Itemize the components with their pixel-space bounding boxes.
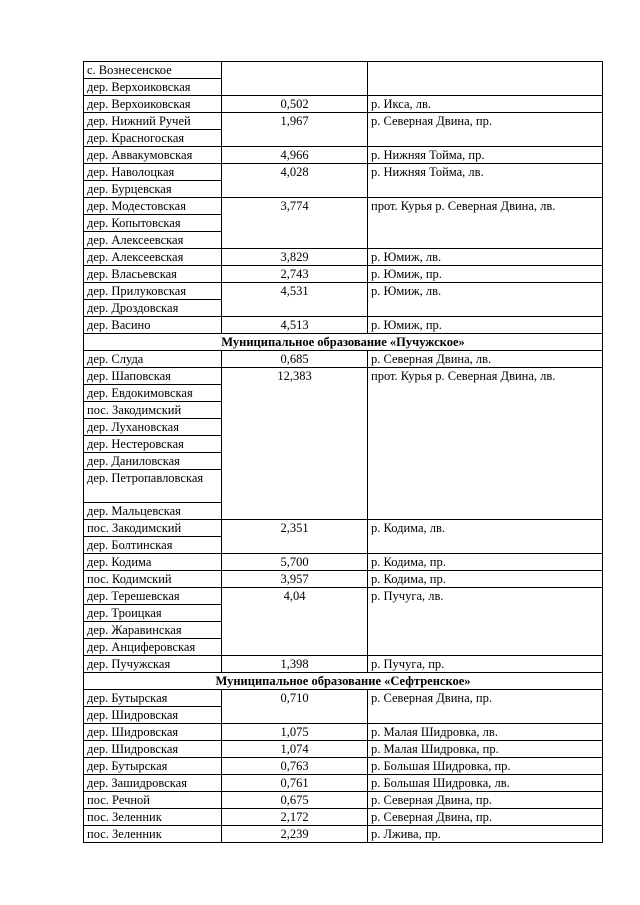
settlement-cell bbox=[84, 826, 222, 843]
table-row bbox=[84, 62, 603, 96]
settlement-name: дер. Кодима bbox=[87, 555, 152, 569]
length-cell: 0,761 bbox=[222, 775, 368, 792]
table-body bbox=[84, 62, 603, 843]
length-cell: 4,531 bbox=[222, 283, 368, 317]
settlement-name: дер. Бутырская bbox=[87, 759, 168, 773]
water-body-cell: р. Кодима, пр. bbox=[368, 571, 603, 588]
table-row bbox=[84, 266, 603, 283]
water-body-cell: прот. Курья р. Северная Двина, лв. bbox=[368, 368, 603, 520]
table-row bbox=[84, 571, 603, 588]
length-cell: 0,675 bbox=[222, 792, 368, 809]
water-body-cell: р. Нижняя Тойма, лв. bbox=[368, 164, 603, 198]
table-row bbox=[84, 317, 603, 334]
table-row bbox=[84, 147, 603, 164]
section-header-row bbox=[84, 334, 603, 351]
settlement-cell bbox=[84, 775, 222, 792]
settlement-cell bbox=[84, 317, 222, 334]
settlement-name: дер. Алексеевская bbox=[87, 233, 184, 247]
table-row bbox=[84, 96, 603, 113]
table-row bbox=[84, 656, 603, 673]
table-row bbox=[84, 368, 603, 520]
settlement-name: дер. Петропавловская bbox=[84, 470, 221, 503]
settlement-cell bbox=[84, 266, 222, 283]
length-cell: 1,075 bbox=[222, 724, 368, 741]
length-cell: 1,398 bbox=[222, 656, 368, 673]
length-cell: 0,763 bbox=[222, 758, 368, 775]
settlement-cell bbox=[84, 96, 222, 113]
settlement-cell bbox=[84, 690, 222, 724]
section-header-row bbox=[84, 673, 603, 690]
section-title: Муниципальное образование «Пучужское» bbox=[84, 334, 603, 351]
water-body-cell: р. Юмиж, пр. bbox=[368, 266, 603, 283]
settlement-cell bbox=[84, 249, 222, 266]
settlement-name: дер. Васино bbox=[87, 318, 151, 332]
water-body-cell: р. Кодима, пр. bbox=[368, 554, 603, 571]
settlement-name: дер. Верхоиковская bbox=[87, 97, 191, 111]
length-cell: 1,074 bbox=[222, 741, 368, 758]
settlement-cell bbox=[84, 520, 222, 554]
length-cell: 3,774 bbox=[222, 198, 368, 249]
water-body-cell bbox=[368, 62, 603, 96]
settlement-name: пос. Речной bbox=[87, 793, 150, 807]
water-body-cell: р. Пучуга, лв. bbox=[368, 588, 603, 656]
settlement-cell bbox=[84, 368, 222, 520]
settlement-name: дер. Жаравинская bbox=[84, 622, 221, 639]
settlement-cell bbox=[84, 758, 222, 775]
settlement-name: дер. Модестовская bbox=[84, 198, 221, 215]
settlement-name: с. Вознесенское bbox=[84, 62, 221, 79]
water-body-cell: р. Лжива, пр. bbox=[368, 826, 603, 843]
settlement-cell bbox=[84, 792, 222, 809]
length-cell: 4,966 bbox=[222, 147, 368, 164]
settlement-name: пос. Кодимский bbox=[87, 572, 172, 586]
table-row bbox=[84, 775, 603, 792]
settlement-name: дер. Аввакумовская bbox=[87, 148, 193, 162]
water-body-cell: р. Икса, лв. bbox=[368, 96, 603, 113]
length-cell bbox=[222, 62, 368, 96]
table-row bbox=[84, 554, 603, 571]
settlement-name: дер. Шидровская bbox=[87, 725, 179, 739]
length-cell: 2,239 bbox=[222, 826, 368, 843]
settlement-name: дер. Евдокимовская bbox=[84, 385, 221, 402]
document-table bbox=[83, 61, 603, 843]
length-cell: 4,513 bbox=[222, 317, 368, 334]
water-body-cell: р. Пучуга, пр. bbox=[368, 656, 603, 673]
settlement-name: пос. Зеленник bbox=[87, 827, 162, 841]
settlement-name: дер. Наволоцкая bbox=[84, 164, 221, 181]
settlement-name: дер. Власьевская bbox=[87, 267, 177, 281]
settlement-name: дер. Даниловская bbox=[84, 453, 221, 470]
settlement-name: дер. Терешевская bbox=[84, 588, 221, 605]
section-title: Муниципальное образование «Сефтренское» bbox=[84, 673, 603, 690]
table-row bbox=[84, 741, 603, 758]
settlement-name: дер. Нижний Ручей bbox=[84, 113, 221, 130]
table-row bbox=[84, 520, 603, 554]
table-row bbox=[84, 809, 603, 826]
settlement-name: дер. Верхоиковская bbox=[87, 80, 191, 94]
settlement-name: дер. Нестеровская bbox=[84, 436, 221, 453]
settlement-name: дер. Прилуковская bbox=[84, 283, 221, 300]
settlement-cell bbox=[84, 741, 222, 758]
water-body-cell: р. Северная Двина, пр. bbox=[368, 690, 603, 724]
water-body-cell: р. Юмиж, лв. bbox=[368, 283, 603, 317]
settlement-name: дер. Лухановская bbox=[84, 419, 221, 436]
length-cell: 1,967 bbox=[222, 113, 368, 147]
settlement-name: дер. Алексеевская bbox=[87, 250, 184, 264]
settlement-name: пос. Зеленник bbox=[87, 810, 162, 824]
settlement-name: дер. Бурцевская bbox=[87, 182, 172, 196]
settlement-name: дер. Троицкая bbox=[84, 605, 221, 622]
table-row bbox=[84, 198, 603, 249]
settlement-name: дер. Пучужская bbox=[87, 657, 171, 671]
settlement-cell bbox=[84, 113, 222, 147]
length-cell: 12,383 bbox=[222, 368, 368, 520]
length-cell: 2,172 bbox=[222, 809, 368, 826]
settlement-cell bbox=[84, 147, 222, 164]
length-cell: 2,351 bbox=[222, 520, 368, 554]
table-row bbox=[84, 113, 603, 147]
length-cell: 0,502 bbox=[222, 96, 368, 113]
settlement-cell bbox=[84, 656, 222, 673]
water-body-cell: р. Нижняя Тойма, пр. bbox=[368, 147, 603, 164]
settlement-cell bbox=[84, 571, 222, 588]
settlement-name: пос. Закодимский bbox=[84, 520, 221, 537]
settlement-name: дер. Шаповская bbox=[84, 368, 221, 385]
table-row bbox=[84, 758, 603, 775]
settlement-cell bbox=[84, 554, 222, 571]
length-cell: 4,04 bbox=[222, 588, 368, 656]
settlement-cell bbox=[84, 351, 222, 368]
water-body-cell: р. Большая Шидровка, лв. bbox=[368, 775, 603, 792]
settlement-cell bbox=[84, 62, 222, 96]
settlement-name: дер. Шидровская bbox=[87, 708, 179, 722]
table-row bbox=[84, 351, 603, 368]
settlement-name: дер. Копытовская bbox=[84, 215, 221, 232]
table-row bbox=[84, 792, 603, 809]
settlement-cell bbox=[84, 164, 222, 198]
table-row bbox=[84, 588, 603, 656]
settlement-cell bbox=[84, 283, 222, 317]
settlement-name: пос. Закодимский bbox=[84, 402, 221, 419]
length-cell: 0,685 bbox=[222, 351, 368, 368]
length-cell: 3,957 bbox=[222, 571, 368, 588]
settlement-cell bbox=[84, 809, 222, 826]
settlement-name: дер. Слуда bbox=[87, 352, 144, 366]
water-body-cell: р. Малая Шидровка, лв. bbox=[368, 724, 603, 741]
settlement-name: дер. Мальцевская bbox=[87, 504, 181, 518]
settlement-name: дер. Красногоская bbox=[87, 131, 185, 145]
settlement-name: дер. Бутырская bbox=[84, 690, 221, 707]
water-body-cell: р. Северная Двина, пр. bbox=[368, 809, 603, 826]
settlement-name: дер. Дроздовская bbox=[87, 301, 179, 315]
table-row bbox=[84, 826, 603, 843]
length-cell: 2,743 bbox=[222, 266, 368, 283]
length-cell: 3,829 bbox=[222, 249, 368, 266]
settlement-cell bbox=[84, 724, 222, 741]
settlement-cell bbox=[84, 588, 222, 656]
settlement-name: дер. Болтинская bbox=[87, 538, 173, 552]
settlement-name: дер. Зашидровская bbox=[87, 776, 187, 790]
water-body-cell: р. Большая Шидровка, пр. bbox=[368, 758, 603, 775]
length-cell: 4,028 bbox=[222, 164, 368, 198]
settlement-cell bbox=[84, 198, 222, 249]
water-body-cell: р. Кодима, лв. bbox=[368, 520, 603, 554]
length-cell: 5,700 bbox=[222, 554, 368, 571]
water-body-cell: р. Малая Шидровка, пр. bbox=[368, 741, 603, 758]
settlement-name: дер. Шидровская bbox=[87, 742, 179, 756]
settlement-name: дер. Анциферовская bbox=[87, 640, 196, 654]
table-row bbox=[84, 690, 603, 724]
table-row bbox=[84, 724, 603, 741]
water-body-cell: р. Юмиж, пр. bbox=[368, 317, 603, 334]
water-body-cell: прот. Курья р. Северная Двина, лв. bbox=[368, 198, 603, 249]
water-body-cell: р. Северная Двина, лв. bbox=[368, 351, 603, 368]
table-row bbox=[84, 164, 603, 198]
length-cell: 0,710 bbox=[222, 690, 368, 724]
table-row bbox=[84, 249, 603, 266]
water-body-cell: р. Северная Двина, пр. bbox=[368, 113, 603, 147]
water-body-cell: р. Северная Двина, пр. bbox=[368, 792, 603, 809]
water-body-cell: р. Юмиж, лв. bbox=[368, 249, 603, 266]
table-row bbox=[84, 283, 603, 317]
